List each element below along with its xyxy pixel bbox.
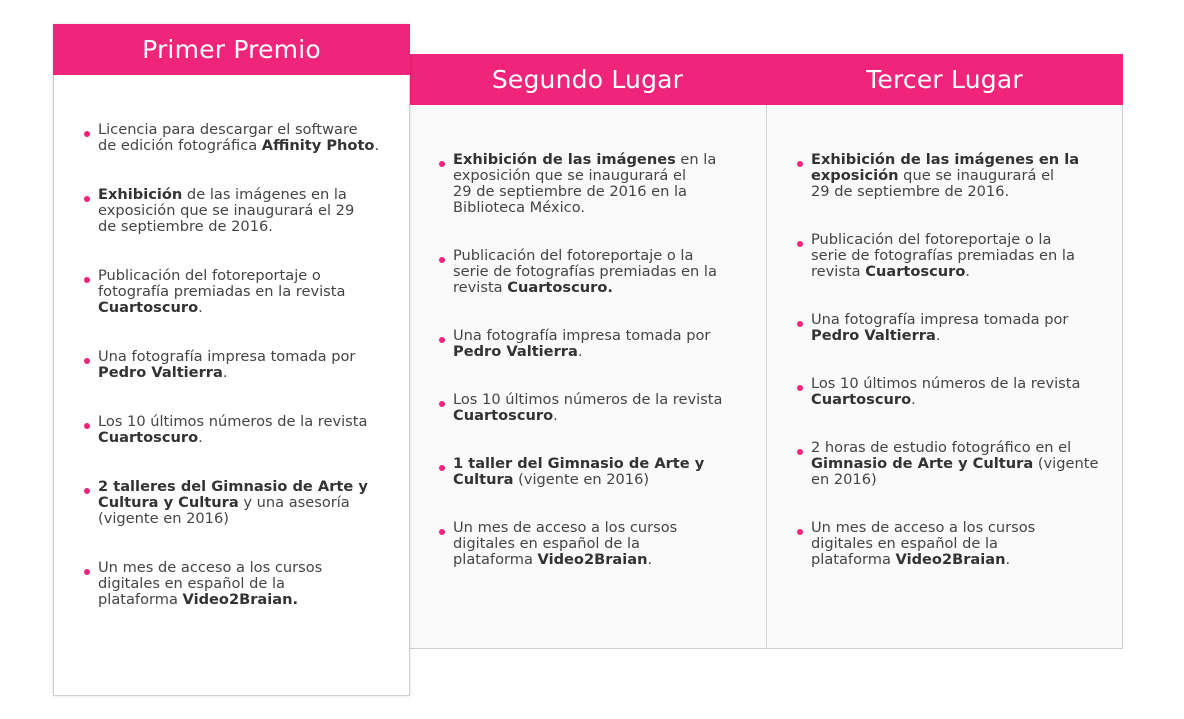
prize-item-text: fotografía premiadas en la revista — [98, 283, 346, 300]
prize-item-line — [453, 200, 742, 216]
prize-item-emphasis: Cuartoscuro. — [507, 279, 613, 296]
prize-item — [453, 328, 742, 360]
prize-item-text: de edición fotográfica — [98, 137, 262, 154]
prize-list — [767, 105, 1122, 568]
card-title: Primer Premio — [53, 24, 410, 75]
prize-item-line — [811, 536, 1098, 552]
prize-item-line — [98, 138, 385, 154]
prize-item-text: . — [647, 551, 653, 568]
prize-item-line — [811, 152, 1098, 168]
prize-item-text: plataforma — [98, 591, 183, 608]
bullet-icon — [84, 196, 90, 202]
prize-item-emphasis: exposición — [811, 167, 899, 184]
prize-item-emphasis: Cuartoscuro — [865, 263, 966, 280]
prize-item-line — [453, 280, 742, 296]
prize-item-text: digitales en español de la — [811, 535, 998, 552]
prize-item-text: Un mes de acceso a los cursos — [98, 559, 323, 576]
prize-item-line — [811, 376, 1098, 392]
prize-item — [98, 560, 385, 608]
prize-item-line — [453, 472, 742, 488]
prize-item — [98, 414, 385, 446]
prize-item-emphasis: Gimnasio de Arte y Cultura — [811, 455, 1034, 472]
prize-item-line — [98, 414, 385, 430]
prize-item — [811, 232, 1098, 280]
prize-item-emphasis: Pedro Valtierra — [811, 327, 936, 344]
prize-item-text: Una fotografía impresa tomada por — [453, 327, 711, 344]
prize-item-line — [98, 268, 385, 284]
prize-item-emphasis: Affinity Photo — [261, 137, 375, 154]
prize-item-line — [453, 392, 742, 408]
prize-item-line — [98, 592, 385, 608]
prize-item-line — [811, 232, 1098, 248]
prize-item-text: (vigente — [1033, 455, 1099, 472]
prize-item-text: Una fotografía impresa tomada por — [811, 311, 1069, 328]
prize-item-emphasis: Exhibición — [98, 186, 183, 203]
bullet-icon — [84, 277, 90, 283]
prize-item-text: y una asesoría — [238, 494, 350, 511]
prize-item-emphasis: Pedro Valtierra — [453, 343, 578, 360]
prize-item-line — [98, 300, 385, 316]
prize-card-first — [53, 24, 410, 696]
prize-item-text: en la — [675, 151, 717, 168]
prize-item-text: . — [198, 299, 203, 316]
prize-card-third — [766, 54, 1123, 649]
prize-item-line — [98, 219, 385, 235]
prize-item-text: Un mes de acceso a los cursos — [811, 519, 1036, 536]
prize-item-text: 29 de septiembre de 2016 en la — [453, 183, 687, 200]
bullet-icon — [439, 401, 445, 407]
prize-item-emphasis: 2 talleres del Gimnasio de Arte y — [98, 478, 368, 495]
bullet-icon — [439, 257, 445, 263]
prize-item-emphasis: Exhibición de las imágenes en la — [811, 151, 1080, 168]
prize-item-text: en 2016) — [811, 471, 877, 488]
prize-item — [811, 376, 1098, 408]
prize-item — [98, 187, 385, 235]
prize-item-line — [453, 456, 742, 472]
prize-item-text: Publicación del fotoreportaje o la — [453, 247, 694, 264]
prize-item-line — [98, 203, 385, 219]
prize-item-emphasis: 1 taller del Gimnasio de Arte y — [453, 455, 705, 472]
prize-item-emphasis: Pedro Valtierra — [98, 364, 223, 381]
prize-item-emphasis: Cultura — [453, 471, 514, 488]
prize-item-text: exposición que se inaugurará el — [453, 167, 687, 184]
prize-item-line — [811, 312, 1098, 328]
prize-item — [98, 479, 385, 527]
prize-item-text: . — [965, 263, 971, 280]
prize-item — [453, 248, 742, 296]
prize-item-text: digitales en español de la — [453, 535, 640, 552]
prize-item — [98, 349, 385, 381]
prize-item-line — [453, 168, 742, 184]
prize-item-text: Biblioteca México. — [453, 199, 586, 216]
prize-item-line — [98, 365, 385, 381]
prize-item-text: Un mes de acceso a los cursos — [453, 519, 678, 536]
prize-item-line — [98, 349, 385, 365]
bullet-icon — [797, 321, 803, 327]
bullet-icon — [84, 131, 90, 137]
prize-item-line — [453, 328, 742, 344]
prize-item — [98, 122, 385, 154]
prize-item-text: Los 10 últimos números de la revista — [453, 391, 723, 408]
prize-item-text: 29 de septiembre de 2016. — [811, 183, 1010, 200]
prize-item-line — [811, 184, 1098, 200]
prize-item-line — [98, 284, 385, 300]
bullet-icon — [84, 423, 90, 429]
prize-item-emphasis: Video2Braian. — [182, 591, 299, 608]
prize-item-line — [811, 248, 1098, 264]
bullet-icon — [84, 569, 90, 575]
prize-item-text: serie de fotografías premiadas en la — [453, 263, 717, 280]
prize-item-line — [98, 122, 385, 138]
prize-item-text: . — [911, 391, 916, 408]
prize-item-line — [453, 344, 742, 360]
prize-item-line — [98, 560, 385, 576]
prize-item-text: . — [374, 137, 380, 154]
prize-item-line — [811, 472, 1098, 488]
prize-item-line — [453, 248, 742, 264]
prize-item — [811, 520, 1098, 568]
bullet-icon — [439, 337, 445, 343]
prize-item-line — [453, 552, 742, 568]
prize-item-text: exposición que se inaugurará el 29 — [98, 202, 355, 219]
prize-item — [453, 392, 742, 424]
bullet-icon — [797, 385, 803, 391]
prize-item-line — [811, 392, 1098, 408]
prize-item-text: Una fotografía impresa tomada por — [98, 348, 356, 365]
prize-item-line — [453, 520, 742, 536]
prize-item-emphasis: Video2Braian — [537, 551, 648, 568]
prize-item — [811, 152, 1098, 200]
prize-item-line — [98, 479, 385, 495]
prize-item-text: . — [1005, 551, 1011, 568]
prize-item-line — [811, 440, 1098, 456]
prize-item-text: Los 10 últimos números de la revista — [98, 413, 368, 430]
prize-item-text: Publicación del fotoreportaje o — [98, 267, 321, 284]
prize-item-text: revista — [811, 263, 866, 280]
bullet-icon — [84, 358, 90, 364]
prize-item — [811, 312, 1098, 344]
prize-card-second — [409, 54, 767, 649]
prize-item-emphasis: Video2Braian — [895, 551, 1006, 568]
prize-item-line — [811, 168, 1098, 184]
prize-item-line — [453, 264, 742, 280]
bullet-icon — [797, 529, 803, 535]
prize-item-text: de septiembre de 2016. — [98, 218, 273, 235]
prize-item-line — [98, 495, 385, 511]
prize-item-text: (vigente en 2016) — [513, 471, 650, 488]
prize-item-line — [811, 264, 1098, 280]
prize-item-emphasis: Cultura y Cultura — [98, 494, 239, 511]
prize-item-text: . — [222, 364, 228, 381]
bullet-icon — [439, 465, 445, 471]
bullet-icon — [797, 449, 803, 455]
prize-item-line — [811, 456, 1098, 472]
prize-item — [453, 152, 742, 216]
card-title: Segundo Lugar — [408, 54, 767, 105]
prize-item-text: Publicación del fotoreportaje o la — [811, 231, 1052, 248]
prize-item-line — [98, 576, 385, 592]
prize-item-line — [453, 408, 742, 424]
bullet-icon — [84, 488, 90, 494]
prize-item-emphasis: Cuartoscuro — [811, 391, 912, 408]
prize-item-text: Los 10 últimos números de la revista — [811, 375, 1081, 392]
prize-item-line — [453, 536, 742, 552]
prize-item-emphasis: Cuartoscuro — [98, 299, 199, 316]
prize-item-text: que se inaugurará el — [898, 167, 1055, 184]
prize-item — [811, 440, 1098, 488]
bullet-icon — [797, 161, 803, 167]
prize-item-text: plataforma — [453, 551, 538, 568]
prize-item-line — [453, 152, 742, 168]
prize-item-line — [811, 520, 1098, 536]
prize-item-line — [811, 328, 1098, 344]
prize-item-line — [98, 187, 385, 203]
prize-item-text: serie de fotografías premiadas en la — [811, 247, 1075, 264]
prize-item — [453, 456, 742, 488]
prize-item — [453, 520, 742, 568]
prize-item-text: . — [553, 407, 558, 424]
prize-item-text: revista — [453, 279, 508, 296]
prize-list — [409, 105, 766, 568]
prize-item-text: digitales en español de la — [98, 575, 285, 592]
prize-item-line — [811, 552, 1098, 568]
prize-item-line — [453, 184, 742, 200]
prize-item-emphasis: Exhibición de las imágenes — [453, 151, 676, 168]
prize-item-text: . — [577, 343, 583, 360]
prize-item — [98, 268, 385, 316]
bullet-icon — [439, 529, 445, 535]
card-title: Tercer Lugar — [766, 54, 1123, 105]
prize-item-text: . — [198, 429, 203, 446]
prize-list — [54, 75, 409, 608]
prize-item-emphasis: Cuartoscuro — [98, 429, 199, 446]
prize-item-line — [98, 430, 385, 446]
prize-item-text: . — [935, 327, 941, 344]
prize-item-text: plataforma — [811, 551, 896, 568]
bullet-icon — [439, 161, 445, 167]
prize-item-text: de las imágenes en la — [182, 186, 347, 203]
prize-item-text: 2 horas de estudio fotográfico en el — [811, 439, 1072, 456]
prize-item-text: Licencia para descargar el software — [98, 121, 358, 138]
prize-item-text: (vigente en 2016) — [98, 510, 229, 527]
prize-item-line — [98, 511, 385, 527]
bullet-icon — [797, 241, 803, 247]
prize-item-emphasis: Cuartoscuro — [453, 407, 554, 424]
